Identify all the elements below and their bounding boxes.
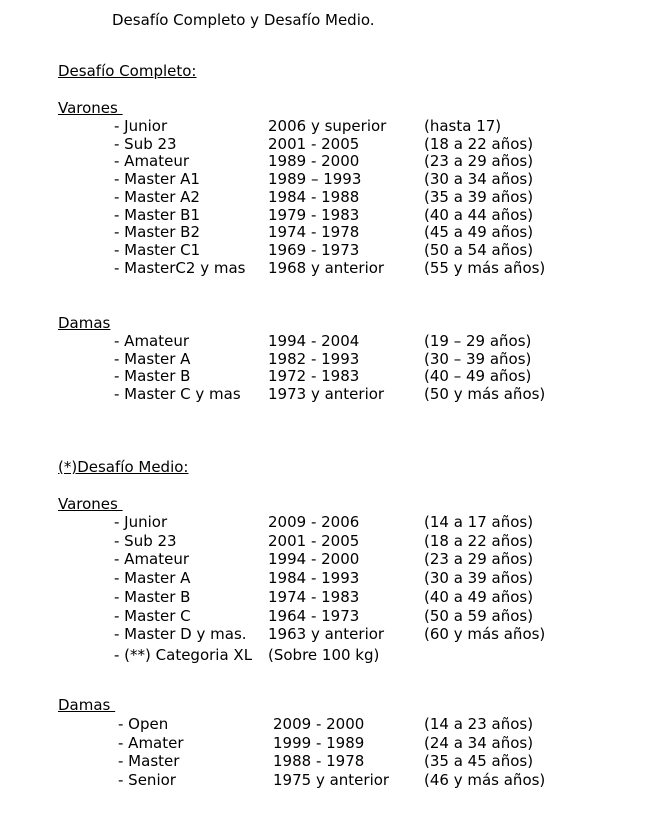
table-cell-years: 1974 - 1983 xyxy=(268,587,360,606)
xl-weight: (Sobre 100 kg) xyxy=(268,646,380,664)
table-cell-ages: (24 a 34 años) xyxy=(424,733,534,752)
medio-varones-heading: Varones xyxy=(58,495,123,513)
table-cell-ages: (50 a 59 años) xyxy=(424,606,534,625)
table-cell-ages: (46 y más años) xyxy=(424,770,546,789)
table-cell-years: 1969 - 1973 xyxy=(268,240,360,259)
table-cell-category: - Master D y mas. xyxy=(114,625,247,644)
table-cell-category: - Master B1 xyxy=(114,205,201,224)
table-cell-category: - Master A2 xyxy=(114,187,200,206)
table-cell-category: - Master xyxy=(118,752,180,770)
table-cell-years: 1973 y anterior xyxy=(268,385,385,404)
table-cell-ages: (23 a 29 años) xyxy=(424,152,534,171)
xl-category: - (**) Categoria XL xyxy=(114,646,253,664)
table-cell-category: - Amateur xyxy=(114,332,190,350)
table-cell-category: - Junior xyxy=(114,513,168,531)
completo-heading: Desafío Completo: xyxy=(58,62,197,80)
table-cell-years: 1964 - 1973 xyxy=(268,606,360,625)
table-cell-years: 1984 - 1993 xyxy=(268,569,360,588)
table-cell-years: 1975 y anterior xyxy=(273,770,390,789)
table-cell-category: - Master C1 xyxy=(114,240,201,259)
table-cell-ages: (30 a 34 años) xyxy=(424,170,534,189)
table-cell-ages: (60 y más años) xyxy=(424,625,546,644)
table-cell-ages: (hasta 17) xyxy=(424,117,502,135)
table-cell-years: 1968 y anterior xyxy=(268,258,385,277)
table-cell-years: 1989 - 2000 xyxy=(268,152,360,171)
table-cell-years: 1963 y anterior xyxy=(268,625,385,644)
document-title: Desafío Completo y Desafío Medio. xyxy=(112,11,375,29)
table-cell-category: - Master A1 xyxy=(114,170,200,189)
table-cell-ages: (40 a 49 años) xyxy=(424,587,534,606)
table-cell-ages: (55 y más años) xyxy=(424,258,546,277)
table-cell-years: 1994 - 2000 xyxy=(268,550,360,569)
table-cell-category: - MasterC2 y mas xyxy=(114,258,246,277)
table-cell-ages: (18 a 22 años) xyxy=(424,134,534,153)
table-cell-years: 1999 - 1989 xyxy=(273,733,365,752)
table-cell-years: 1994 - 2004 xyxy=(268,332,360,350)
table-cell-ages: (23 a 29 años) xyxy=(424,550,534,569)
table-cell-category: - Open xyxy=(118,715,169,733)
table-cell-years: 1972 - 1983 xyxy=(268,367,360,386)
table-cell-ages: (18 a 22 años) xyxy=(424,531,534,550)
table-cell-ages: (50 y más años) xyxy=(424,385,546,404)
table-cell-ages: (50 a 54 años) xyxy=(424,240,534,259)
table-cell-category: - Sub 23 xyxy=(114,531,177,550)
table-cell-years: 2009 - 2000 xyxy=(273,715,365,733)
table-cell-years: 1979 - 1983 xyxy=(268,205,360,224)
table-cell-years: 2006 y superior xyxy=(268,117,387,135)
table-cell-ages: (40 – 49 años) xyxy=(424,367,532,386)
table-cell-ages: (40 a 44 años) xyxy=(424,205,534,224)
table-cell-ages: (35 a 39 años) xyxy=(424,187,534,206)
table-cell-category: - Sub 23 xyxy=(114,134,177,153)
table-cell-years: 2001 - 2005 xyxy=(268,134,360,153)
table-cell-ages: (30 – 39 años) xyxy=(424,349,532,368)
table-cell-category: - Master B xyxy=(114,367,191,386)
completo-damas-heading: Damas xyxy=(58,314,111,332)
table-cell-years: 1988 - 1978 xyxy=(273,752,365,770)
table-cell-years: 2001 - 2005 xyxy=(268,531,360,550)
table-cell-ages: (14 a 23 años) xyxy=(424,715,534,733)
table-cell-ages: (30 a 39 años) xyxy=(424,569,534,588)
table-cell-years: 1974 - 1978 xyxy=(268,223,360,242)
table-cell-category: - Amateur xyxy=(114,152,190,171)
table-cell-ages: (45 a 49 años) xyxy=(424,223,534,242)
table-cell-category: - Master C y mas xyxy=(114,385,241,404)
table-cell-category: - Senior xyxy=(118,770,176,789)
table-cell-ages: (14 a 17 años) xyxy=(424,513,534,531)
table-cell-ages: (19 – 29 años) xyxy=(424,332,532,350)
table-cell-years: 1982 - 1993 xyxy=(268,349,360,368)
table-cell-years: 2009 - 2006 xyxy=(268,513,360,531)
completo-varones-heading: Varones xyxy=(58,99,123,117)
table-cell-category: - Master B xyxy=(114,587,191,606)
table-cell-category: - Master A xyxy=(114,349,191,368)
medio-heading: (*)Desafío Medio: xyxy=(58,458,189,476)
table-cell-years: 1989 – 1993 xyxy=(268,170,362,189)
table-cell-years: 1984 - 1988 xyxy=(268,187,360,206)
table-cell-category: - Amater xyxy=(118,733,184,752)
table-cell-category: - Master A xyxy=(114,569,191,588)
table-cell-category: - Master C xyxy=(114,606,191,625)
table-cell-category: - Junior xyxy=(114,117,168,135)
table-cell-category: - Amateur xyxy=(114,550,190,569)
medio-damas-heading: Damas xyxy=(58,696,116,714)
table-cell-category: - Master B2 xyxy=(114,223,201,242)
table-cell-ages: (35 a 45 años) xyxy=(424,752,534,770)
